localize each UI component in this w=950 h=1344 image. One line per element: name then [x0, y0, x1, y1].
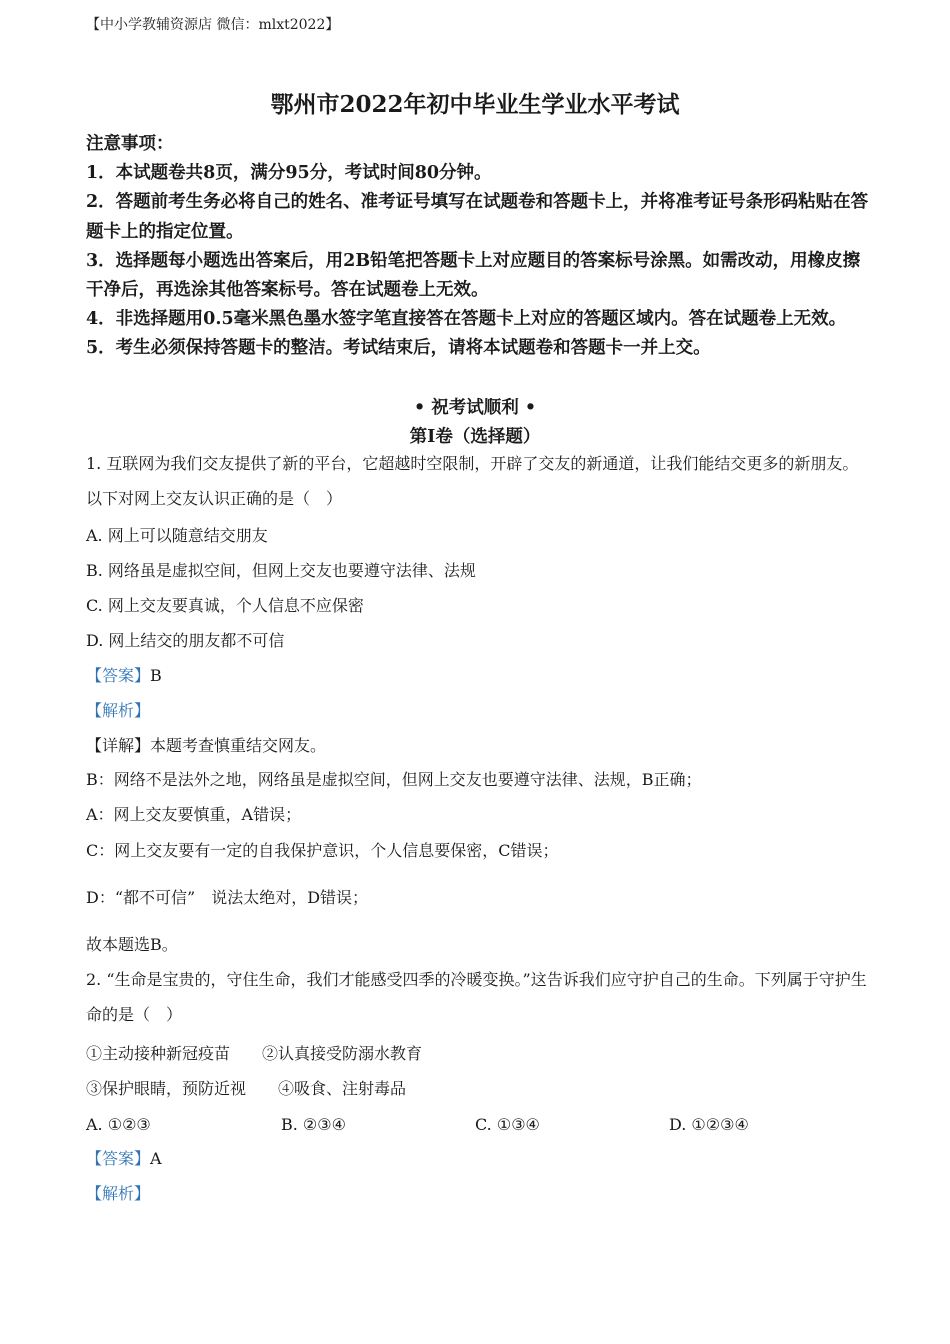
section-heading: 第Ⅰ卷（选择题）: [409, 427, 541, 447]
q2-items-line: ③保护眼睛，预防近视 ④吸食、注射毒品: [86, 1079, 407, 1098]
note-item: 4．非选择题用0.5毫米黑色墨水签字笔直接答在答题卡上对应的答题区域内。答在试题卷上无效。: [86, 309, 847, 330]
q2-option-c: C. ①③④: [475, 1115, 540, 1134]
q1-option-d: D. 网上结交的朋友都不可信: [86, 631, 285, 650]
answer-label: 【答案】: [86, 666, 151, 685]
q2-option-a: A. ①②③: [86, 1115, 151, 1134]
notes-heading: 注意事项：: [86, 134, 174, 154]
note-item: 3．选择题每小题选出答案后，用2B铅笔把答题卡上对应题目的答案标号涂黑。如需改动，用橡皮擦干净后，再选涂其他答案标号。答在试题卷上无效。: [86, 250, 861, 301]
q1-detail-line: 故本题选B。: [86, 935, 178, 954]
page-title: 鄂州市2022年初中毕业生学业水平考试: [270, 91, 680, 118]
q1-option-a: A. 网上可以随意结交朋友: [86, 526, 268, 545]
answer-label: 【答案】: [86, 1149, 151, 1168]
q1-detail-line: B：网络不是法外之地，网络虽是虚拟空间，但网上交友也要遵守法律、法规，B正确；: [86, 770, 702, 789]
q2-answer: [86, 1141, 162, 1176]
notes-block: [86, 130, 876, 364]
q2-stem: 2. “生命是宝贵的，守住生命，我们才能感受四季的冷暖变换。”这告诉我们应守护自己的生命。下列属于守护生命的是（ ）: [86, 970, 867, 1024]
q1-option-b: B. 网络虽是虚拟空间，但网上交友也要遵守法律、法规: [86, 561, 476, 580]
q1-answer: [86, 658, 162, 693]
q2-option-b: B. ②③④: [281, 1115, 346, 1134]
note-item: 5．考生必须保持答题卡的整洁。考试结束后，请将本试题卷和答题卡一并上交。: [86, 338, 711, 359]
q1-stem: 1. 互联网为我们交友提供了新的平台，它超越时空限制，开辟了交友的新通道，让我们能结交更多的新朋友。以下对网上交友认识正确的是（ ）: [86, 454, 859, 508]
q2-items-line: ①主动接种新冠疫苗 ②认真接受防溺水教育: [86, 1044, 423, 1063]
q2-analysis-label: 【解析】: [86, 1184, 151, 1203]
q1-analysis-label: 【解析】: [86, 701, 151, 720]
q2-options-row: [86, 1107, 876, 1142]
answer-value: A: [150, 1149, 162, 1168]
q2-option-d: D. ①②③④: [669, 1115, 749, 1134]
note-item: 2．答题前考生务必将自己的姓名、准考证号填写在试题卷和答题卡上，并将准考证号条形码粘贴在答题卡上的指定位置。: [86, 192, 869, 242]
note-item: 1．本试题卷共8页，满分95分，考试时间80分钟。: [86, 163, 492, 184]
q1-detail-line: 【详解】本题考查慎重结交网友。: [86, 736, 327, 755]
wish-line: • 祝考试顺利 •: [413, 398, 537, 418]
answer-value: B: [150, 666, 162, 685]
watermark-header: 【中小学教辅资源店 微信：mlxt2022】: [86, 17, 340, 33]
q1-detail-line: C：网上交友要有一定的自我保护意识，个人信息要保密，C错误；: [86, 841, 559, 860]
q1-option-c: C. 网上交友要真诚，个人信息不应保密: [86, 596, 364, 615]
q1-detail-line: D：“都不可信” 说法太绝对，D错误；: [86, 888, 369, 907]
q1-detail-line: A：网上交友要慎重，A错误；: [86, 805, 302, 824]
